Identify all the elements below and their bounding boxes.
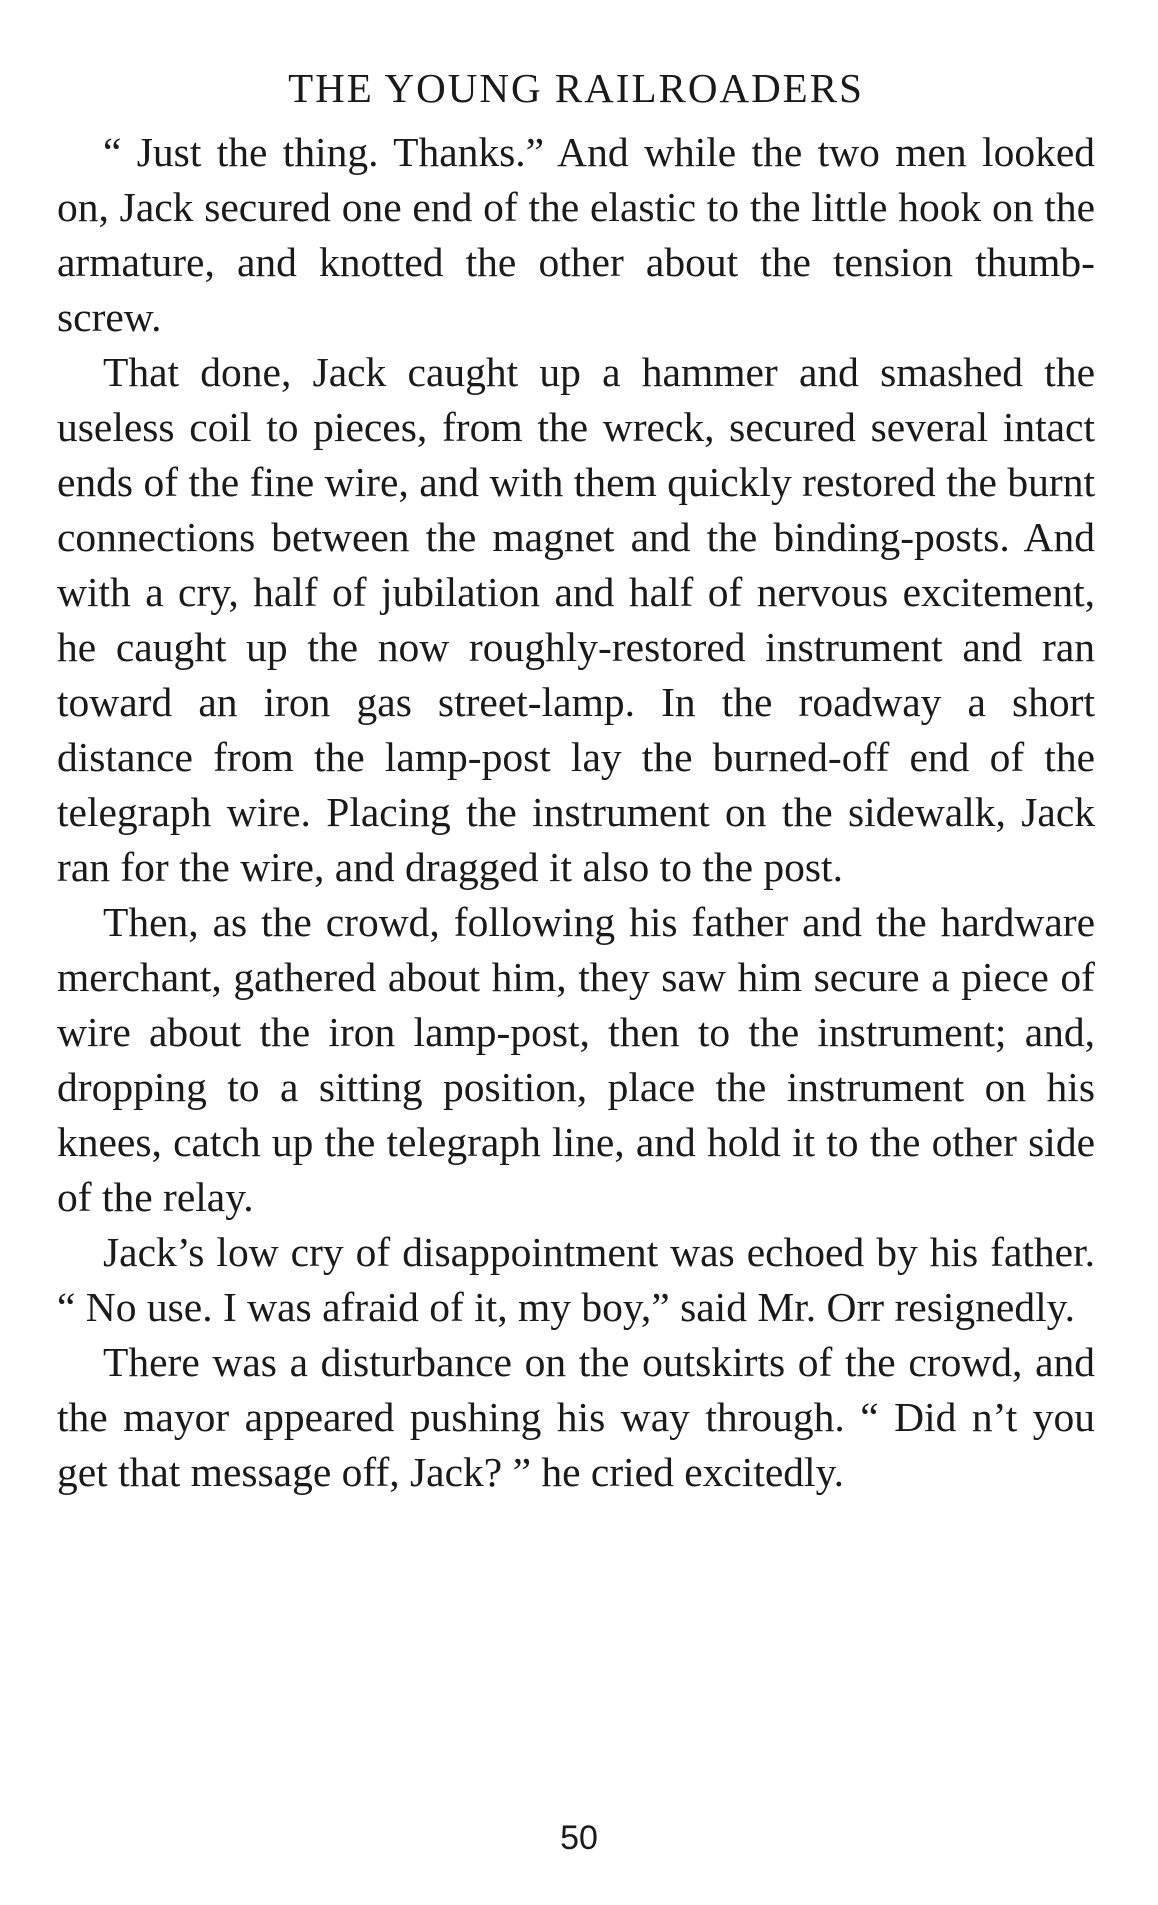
paragraph-5: There was a disturbance on the outskirts of the crowd, and the mayor appeared pushing his way through. “ Did n’t you get that message off, Jack? ” he cried excitedly. <box>57 1339 1095 1495</box>
paragraph-2: That done, Jack caught up a hammer and smashed the useless coil to pieces, from the wreck, secured several intact ends of the fine wire, and with them quickly restored the burnt connections between the magnet and the binding-posts. And with a cry, half of jubilation and half of nervous excitement, he caught up the now roughly-restored instrument and ran toward an iron gas street-lamp. In the roadway a short distance from the lamp-post lay the burned-off end of the telegraph wire. Placing the instrument on the sidewalk, Jack ran for the wire, and dragged it also to the post. <box>57 349 1095 890</box>
paragraph-4: Jack’s low cry of disappointment was echoed by his father. “ No use. I was afraid of it, my boy,” said Mr. Orr resignedly. <box>57 1229 1095 1330</box>
book-page <box>57 62 1095 1500</box>
running-head: THE YOUNG RAILROADERS <box>288 65 864 111</box>
page-number: 50 <box>560 1819 598 1857</box>
paragraph-3: Then, as the crowd, following his father and the hardware merchant, gathered about him, they saw him secure a piece of wire about the iron lamp-post, then to the instrument; and, dropping to a sitting position, place the instrument on his knees, catch up the telegraph line, and hold it to the other side of the relay. <box>57 899 1095 1220</box>
paragraph-1: “ Just the thing. Thanks.” And while the two men looked on, Jack secured one end of the elastic to the little hook on the armature, and knotted the other about the tension thumb-screw. <box>57 129 1095 340</box>
